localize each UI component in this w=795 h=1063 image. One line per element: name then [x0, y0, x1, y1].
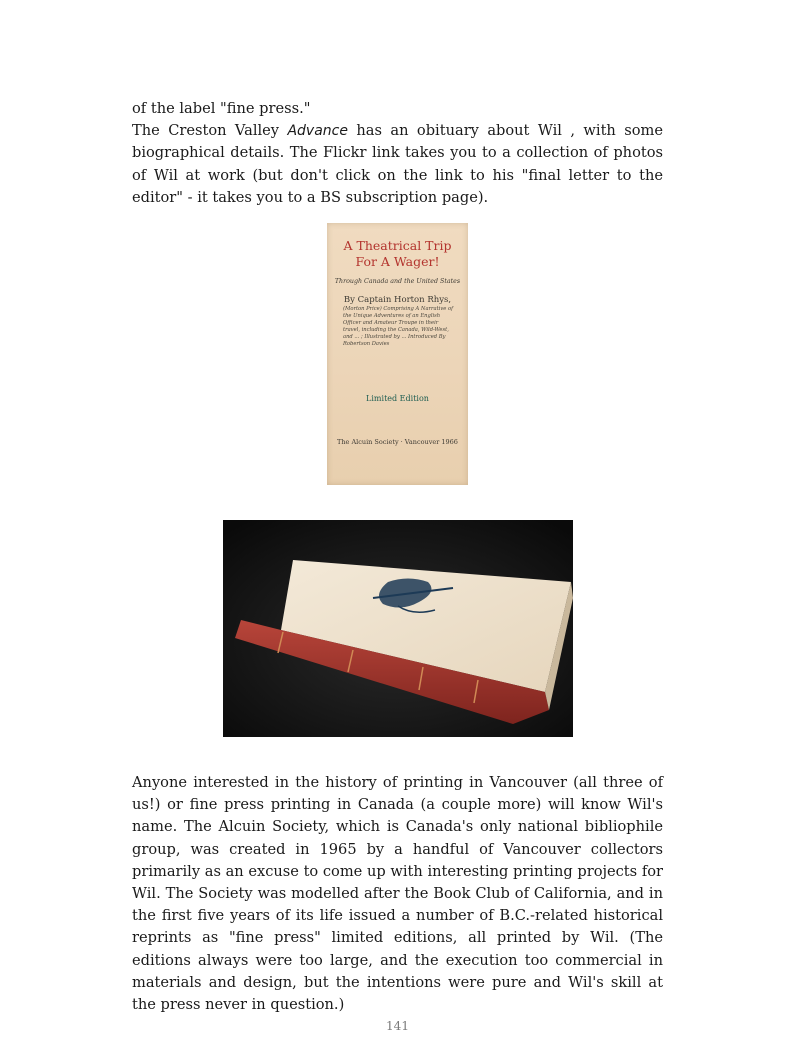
title-page-edition: Limited Edition — [366, 394, 429, 403]
title-page-image — [327, 223, 468, 485]
title-page-description: (Morton Price) Comprising A Narrative of the Unique Adventures of an English Officer and Amateur Troupe in their travel, including the Canada, Wild-West, and ... ; Illustrated by ... Introduced By Robertson Davies — [343, 306, 454, 347]
top-paragraph-line2 — [132, 120, 663, 142]
book-photo-graphic — [223, 520, 573, 737]
title-page-imprint: The Alcuin Society · Vancouver 1966 — [337, 438, 458, 446]
title-page-title-line2: For A Wager! — [355, 254, 440, 269]
page-number: 141 — [386, 1019, 409, 1033]
top-paragraph-line1: of the label "fine press." — [132, 100, 311, 117]
top-paragraph-line2-pre: The Creston Valley — [132, 122, 288, 140]
top-paragraph-line2-post: has an obituary about Wil , with some — [347, 122, 663, 140]
book-photo — [223, 520, 573, 737]
top-paragraph-rest: biographical details. The Flickr link takes you to a collection of photos of Wil at work (but don't click on the link to his "final letter to the editor" - it takes you to a BS subscription page). — [132, 144, 663, 206]
title-page-title-line1: A Theatrical Trip — [343, 238, 452, 253]
title-page-title — [327, 238, 468, 270]
top-paragraph — [132, 98, 663, 209]
bottom-paragraph: Anyone interested in the history of printing in Vancouver (all three of us!) or fine press printing in Canada (a couple more) will know Wil's name. The Alcuin Society, which is Canada's only national bibliophile group, was created in 1965 by a handful of Vancouver collectors primarily as an excuse to come up with interesting printing projects for Wil. The Society was modelled after the Book Club of California, and in the first five years of its life issued a number of B.C.-related historical reprints as "fine press" limited editions, all printed by Wil. (The editions always were too large, and the execution too commercial in materials and design, but the intentions were pure and Wil's skill at the press never in question.) — [132, 774, 663, 1014]
title-page-author: By Captain Horton Rhys, — [343, 295, 452, 305]
newspaper-title: Advance — [287, 123, 348, 140]
title-page-subtitle: Through Canada and the United States — [334, 278, 461, 285]
